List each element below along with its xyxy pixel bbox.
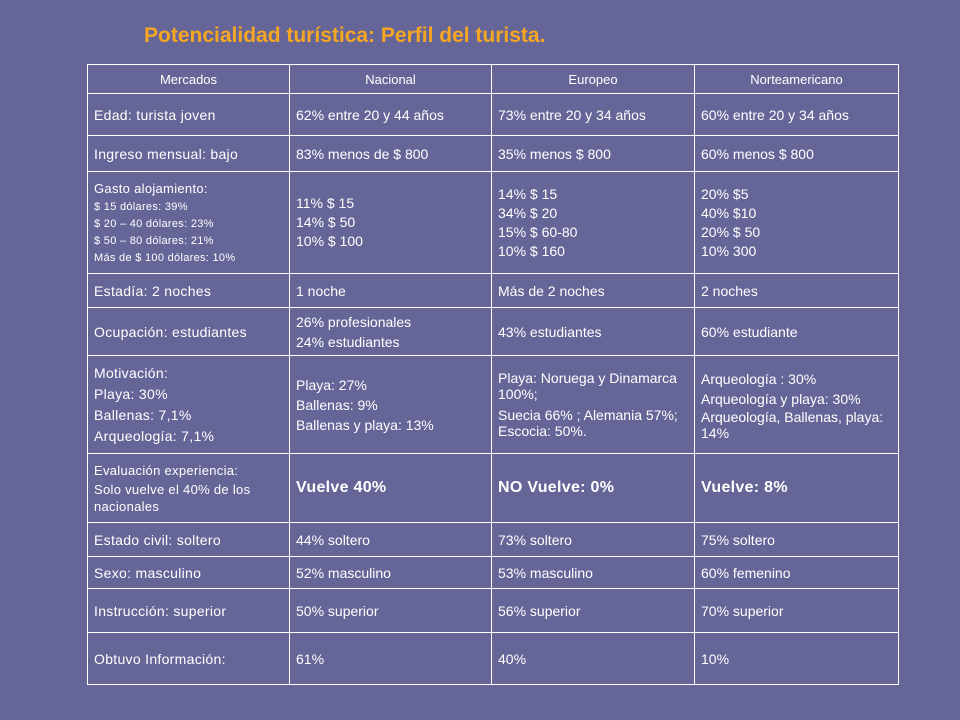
perfil-table (87, 64, 899, 685)
motivacion-label-line: Ballenas: 7,1% (94, 406, 192, 423)
cell-ocupacion-nacional (290, 308, 492, 356)
gasto-europeo-line: 14% $ 15 (498, 185, 558, 202)
cell-informacion-europeo: 40% (492, 633, 695, 685)
cell-motivacion-norte (695, 356, 899, 454)
row-edad (88, 94, 899, 136)
cell-informacion-nacional: 61% (290, 633, 492, 685)
gasto-norte-line: 40% $10 (701, 204, 757, 221)
label-informacion: Obtuvo Información: (88, 633, 290, 685)
cell-edad-europeo: 73% entre 20 y 34 años (492, 94, 695, 136)
cell-evaluacion-europeo (492, 454, 695, 523)
row-instruccion (88, 589, 899, 633)
motivacion-nacional-line: Playa: 27% (296, 376, 367, 393)
slide-title: Potencialidad turística: Perfil del turista. (144, 24, 546, 47)
motivacion-norte-line: Arqueología : 30% (701, 370, 817, 387)
label-evaluacion (88, 454, 290, 523)
row-ocupacion (88, 308, 899, 356)
motivacion-norte-line: Arqueología, Ballenas, playa: 14% (701, 408, 884, 441)
row-evaluacion (88, 454, 899, 523)
cell-estadia-nacional: 1 noche (290, 274, 492, 308)
label-gasto-title: Gasto alojamiento: (94, 180, 208, 196)
row-estadia (88, 274, 899, 308)
cell-gasto-europeo (492, 172, 695, 274)
gasto-europeo-line: 34% $ 20 (498, 204, 558, 221)
label-ocupacion: Ocupación: estudiantes (88, 308, 290, 356)
label-motivacion (88, 356, 290, 454)
motivacion-nacional-line: Ballenas y playa: 13% (296, 416, 434, 433)
header-mercados: Mercados (88, 65, 290, 94)
motivacion-europeo-line: Playa: Noruega y Dinamarca 100%; (498, 370, 677, 402)
cell-instruccion-europeo: 56% superior (492, 589, 695, 633)
cell-evaluacion-nacional (290, 454, 492, 523)
label-gasto (88, 172, 290, 274)
gasto-europeo-line: 15% $ 60-80 (498, 223, 578, 240)
header-norteamericano: Norteamericano (695, 65, 899, 94)
motivacion-nacional-line: Ballenas: 9% (296, 396, 378, 413)
gasto-nacional-line: 10% $ 100 (296, 233, 363, 249)
cell-estadia-norte: 2 noches (695, 274, 899, 308)
cell-ingreso-europeo: 35% menos $ 800 (492, 136, 695, 172)
motivacion-label-line: Motivación: (94, 364, 169, 381)
gasto-nacional-line: 11% $ 15 (296, 195, 355, 211)
cell-ingreso-norte: 60% menos $ 800 (695, 136, 899, 172)
motivacion-europeo-line: Suecia 66% ; Alemania 57%; Escocia: 50%. (498, 407, 678, 439)
label-civil: Estado civil: soltero (88, 523, 290, 557)
cell-evaluacion-norte (695, 454, 899, 523)
label-edad: Edad: turista joven (88, 94, 290, 136)
evaluacion-label-line: Evaluación experiencia: (94, 463, 239, 478)
ocupacion-nacional-line: 24% estudiantes (296, 333, 400, 350)
row-ingreso (88, 136, 899, 172)
label-sexo: Sexo: masculino (88, 557, 290, 589)
cell-estadia-europeo: Más de 2 noches (492, 274, 695, 308)
cell-motivacion-europeo (492, 356, 695, 454)
cell-sexo-europeo: 53% masculino (492, 557, 695, 589)
row-gasto (88, 172, 899, 274)
gasto-europeo-line: 10% $ 160 (498, 242, 565, 259)
cell-gasto-norte (695, 172, 899, 274)
cell-ocupacion-europeo: 43% estudiantes (492, 308, 695, 356)
cell-instruccion-nacional: 50% superior (290, 589, 492, 633)
cell-ocupacion-norte: 60% estudiante (695, 308, 899, 356)
cell-motivacion-nacional (290, 356, 492, 454)
label-gasto-line: $ 15 dólares: 39% (94, 200, 188, 213)
cell-civil-norte: 75% soltero (695, 523, 899, 557)
header-europeo: Europeo (492, 65, 695, 94)
gasto-norte-line: 20% $5 (701, 185, 749, 202)
cell-instruccion-norte: 70% superior (695, 589, 899, 633)
header-nacional: Nacional (290, 65, 492, 94)
motivacion-label-line: Arqueología: 7,1% (94, 427, 215, 444)
cell-sexo-norte: 60% femenino (695, 557, 899, 589)
cell-civil-europeo: 73% soltero (492, 523, 695, 557)
cell-edad-norte: 60% entre 20 y 34 años (695, 94, 899, 136)
row-civil (88, 523, 899, 557)
motivacion-label-line: Playa: 30% (94, 385, 168, 402)
label-instruccion: Instrucción: superior (88, 589, 290, 633)
evaluacion-nacional-value: Vuelve 40% (296, 479, 387, 496)
label-gasto-line: $ 50 – 80 dólares: 21% (94, 234, 214, 247)
ocupacion-nacional-line: 26% profesionales (296, 313, 412, 330)
header-row (88, 65, 899, 94)
cell-sexo-nacional: 52% masculino (290, 557, 492, 589)
row-informacion (88, 633, 899, 685)
motivacion-norte-line: Arqueología y playa: 30% (701, 390, 861, 407)
evaluacion-label-line: Solo vuelve el 40% de los nacionales (94, 482, 251, 514)
label-gasto-line: $ 20 – 40 dólares: 23% (94, 217, 214, 230)
cell-ingreso-nacional: 83% menos de $ 800 (290, 136, 492, 172)
cell-informacion-norte: 10% (695, 633, 899, 685)
row-sexo (88, 557, 899, 589)
gasto-norte-line: 20% $ 50 (701, 223, 761, 240)
cell-edad-nacional: 62% entre 20 y 44 años (290, 94, 492, 136)
row-motivacion (88, 356, 899, 454)
evaluacion-norte-value: Vuelve: 8% (701, 479, 788, 496)
gasto-norte-line: 10% 300 (701, 242, 757, 259)
cell-civil-nacional: 44% soltero (290, 523, 492, 557)
gasto-nacional-line: 14% $ 50 (296, 214, 356, 230)
evaluacion-europeo-value: NO Vuelve: 0% (498, 479, 615, 496)
label-estadia: Estadía: 2 noches (88, 274, 290, 308)
cell-gasto-nacional (290, 172, 492, 274)
label-ingreso: Ingreso mensual: bajo (88, 136, 290, 172)
label-gasto-line: Más de $ 100 dólares: 10% (94, 251, 236, 264)
